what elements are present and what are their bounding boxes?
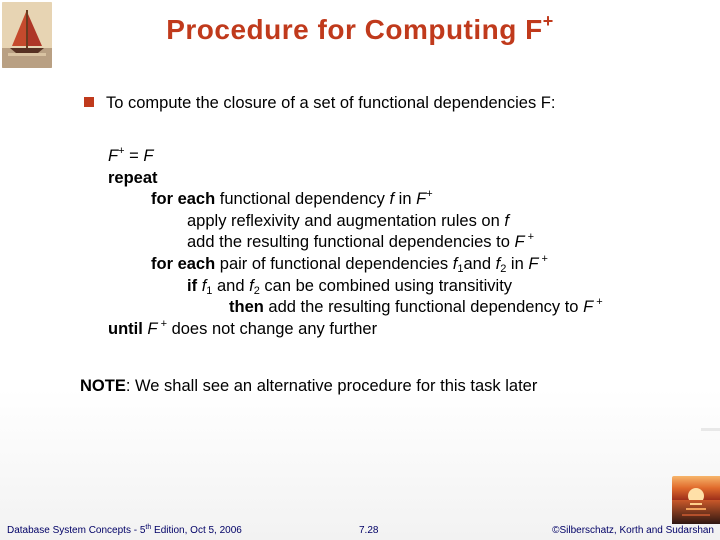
algorithm-line-6 xyxy=(108,254,603,276)
algorithm-variable: f xyxy=(389,190,395,209)
sunset-icon xyxy=(672,476,720,524)
algorithm-superscript: + xyxy=(118,145,125,157)
algorithm-keyword: for each xyxy=(151,190,216,209)
algorithm-variable: f xyxy=(249,276,254,295)
algorithm-subscript: 1 xyxy=(457,262,464,275)
algorithm-line-9 xyxy=(108,319,603,341)
note-body: : We shall see an alternative procedure for this task later xyxy=(125,377,538,395)
bullet-text: To compute the closure of a set of functional dependencies F: xyxy=(106,94,556,112)
footer-book-title xyxy=(7,525,242,536)
algorithm-variable: F xyxy=(514,233,525,252)
algorithm-text: and xyxy=(212,276,250,295)
square-bullet-icon xyxy=(84,97,94,107)
algorithm-variable: F xyxy=(147,319,158,338)
slide-title-text: Procedure for Computing F xyxy=(166,14,543,45)
algorithm-text: add the resulting functional dependency to xyxy=(263,298,584,317)
footer-left-text-pre: Database System Concepts - 5 xyxy=(7,525,146,536)
algorithm-text: add the resulting functional dependencies to xyxy=(187,233,515,252)
algorithm-block xyxy=(108,146,603,340)
algorithm-keyword: for each xyxy=(151,254,216,273)
decorative-edge-mark xyxy=(701,428,720,431)
algorithm-variable: f xyxy=(504,211,509,230)
algorithm-text: functional dependency xyxy=(215,190,390,209)
note-text xyxy=(80,377,537,396)
algorithm-line-1 xyxy=(108,146,603,168)
algorithm-variable: F xyxy=(528,254,539,273)
footer-left-text-post: Edition, Oct 5, 2006 xyxy=(151,525,242,536)
algorithm-superscript: + xyxy=(157,317,167,330)
algorithm-subscript: 2 xyxy=(500,262,507,275)
slide-title-superscript: + xyxy=(542,11,554,31)
algorithm-subscript: 1 xyxy=(206,284,213,297)
algorithm-superscript: + xyxy=(426,188,433,201)
algorithm-variable: F xyxy=(108,147,119,165)
footer-copyright: ©Silberschatz, Korth and Sudarshan xyxy=(552,525,714,536)
algorithm-line-5 xyxy=(108,232,603,254)
slide-title xyxy=(0,11,720,46)
algorithm-variable: f xyxy=(495,254,501,273)
algorithm-keyword: then xyxy=(229,298,264,317)
sunset-image xyxy=(672,476,720,524)
note-label: NOTE xyxy=(80,377,126,395)
algorithm-variable: f xyxy=(452,254,458,273)
algorithm-keyword: repeat xyxy=(108,168,158,187)
algorithm-superscript: + xyxy=(524,231,535,244)
algorithm-line-3 xyxy=(108,189,603,211)
algorithm-text: in xyxy=(394,190,417,209)
algorithm-variable: F xyxy=(583,298,594,317)
bullet-item xyxy=(84,94,555,113)
footer-left-superscript: th xyxy=(145,524,152,531)
algorithm-line-8 xyxy=(108,297,603,319)
algorithm-text: apply reflexivity and augmentation rules on xyxy=(187,211,505,230)
footer-page-number: 7.28 xyxy=(359,525,379,536)
algorithm-keyword: until xyxy=(108,319,143,338)
algorithm-variable: f xyxy=(201,276,207,295)
algorithm-line-2 xyxy=(108,168,603,190)
algorithm-variable: F xyxy=(416,190,427,209)
algorithm-subscript: 2 xyxy=(253,284,260,297)
algorithm-text: in xyxy=(506,254,529,273)
algorithm-text: can be combined using transitivity xyxy=(259,276,513,295)
algorithm-text: and xyxy=(463,254,496,273)
algorithm-superscript: + xyxy=(593,296,603,309)
algorithm-text: does not change any further xyxy=(167,319,378,338)
algorithm-text: = xyxy=(124,147,144,165)
algorithm-text: pair of functional dependencies xyxy=(215,254,453,273)
algorithm-keyword: if xyxy=(187,276,198,295)
algorithm-superscript: + xyxy=(538,252,548,265)
algorithm-line-7 xyxy=(108,276,603,298)
algorithm-variable: F xyxy=(143,147,154,165)
algorithm-line-4 xyxy=(108,211,603,233)
